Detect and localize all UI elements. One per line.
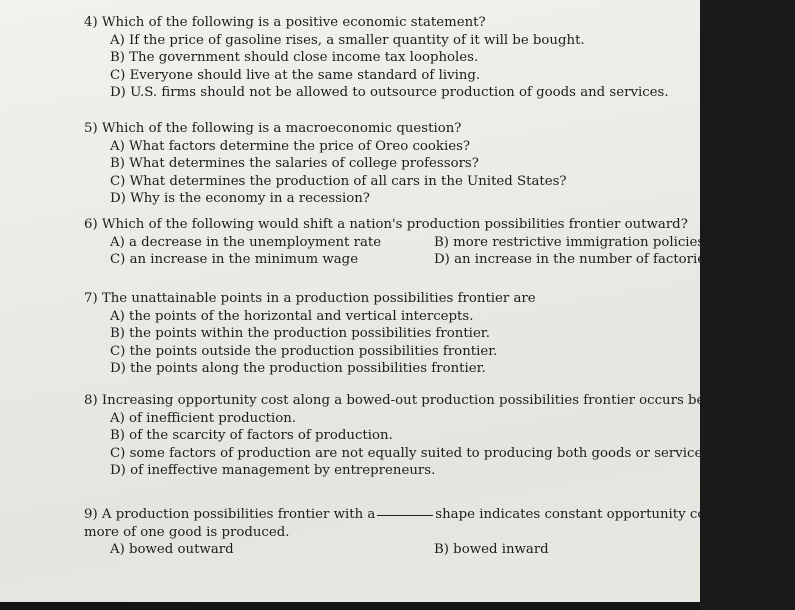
question-stem-line2: more of one good is produced. <box>84 524 290 540</box>
question-stem <box>84 506 795 524</box>
question-stem: 4) Which of the following is a positive economic statement? <box>84 15 486 30</box>
option-a: A) a decrease in the unemployment rate <box>110 234 382 250</box>
option-a: A) If the price of gasoline rises, a smaller quantity of it will be bought. <box>110 32 585 48</box>
option-b: B) The government should close income tax loopholes. <box>110 50 479 65</box>
question-8 <box>84 392 743 480</box>
option-a: A) bowed outward <box>110 542 234 557</box>
option-row <box>84 541 795 559</box>
option-row <box>84 251 712 269</box>
photo-bottom-edge <box>0 602 700 610</box>
option-a: A) the points of the horizontal and vertical intercepts. <box>110 308 474 324</box>
option-d: D) of ineffective management by entrepreneurs. <box>110 463 436 478</box>
option-a: A) What factors determine the price of Oreo cookies? <box>110 138 471 154</box>
option-c: C) an increase in the minimum wage <box>110 252 359 267</box>
answer-blank <box>377 515 433 516</box>
question-stem-part1: 9) A production possibilities frontier with a <box>84 507 376 522</box>
option-a: A) of inefficient production. <box>110 410 297 426</box>
question-5 <box>84 120 567 208</box>
option-b: B) the points within the production possibilities frontier. <box>110 326 490 341</box>
question-stem: 6) Which of the following would shift a nation's production possibilities frontier outward? <box>84 217 688 232</box>
option-c: C) Everyone should live at the same standard of living. <box>110 67 481 83</box>
question-stem-part2: shape indicates constant opportunity costs as more a <box>435 507 795 522</box>
option-b: B) of the scarcity of factors of production. <box>110 428 393 443</box>
option-b: B) more restrictive immigration policies <box>434 234 705 250</box>
question-stem: 7) The unattainable points in a production possibilities frontier are <box>84 291 536 306</box>
question-6 <box>84 216 712 269</box>
question-9 <box>84 506 795 559</box>
option-c: C) What determines the production of all cars in the United States? <box>110 173 567 189</box>
option-c: C) some factors of production are not equally suited to producing both goods or services. <box>110 445 714 461</box>
question-stem: 8) Increasing opportunity cost along a bowed-out production possibilities frontier occurs because <box>84 393 744 408</box>
question-7 <box>84 290 536 378</box>
option-d: D) Why is the economy in a recession? <box>110 191 370 206</box>
option-d: D) the points along the production possibilities frontier. <box>110 361 486 376</box>
option-row <box>84 234 712 252</box>
option-d: D) an increase in the number of factories <box>434 252 712 267</box>
option-b: B) What determines the salaries of college professors? <box>110 156 479 171</box>
question-4 <box>84 14 669 102</box>
option-d: D) U.S. firms should not be allowed to outsource production of goods and services. <box>110 85 669 100</box>
option-c: C) the points outside the production possibilities frontier. <box>110 343 498 359</box>
option-b: B) bowed inward <box>434 542 549 557</box>
question-stem: 5) Which of the following is a macroeconomic question? <box>84 121 462 136</box>
